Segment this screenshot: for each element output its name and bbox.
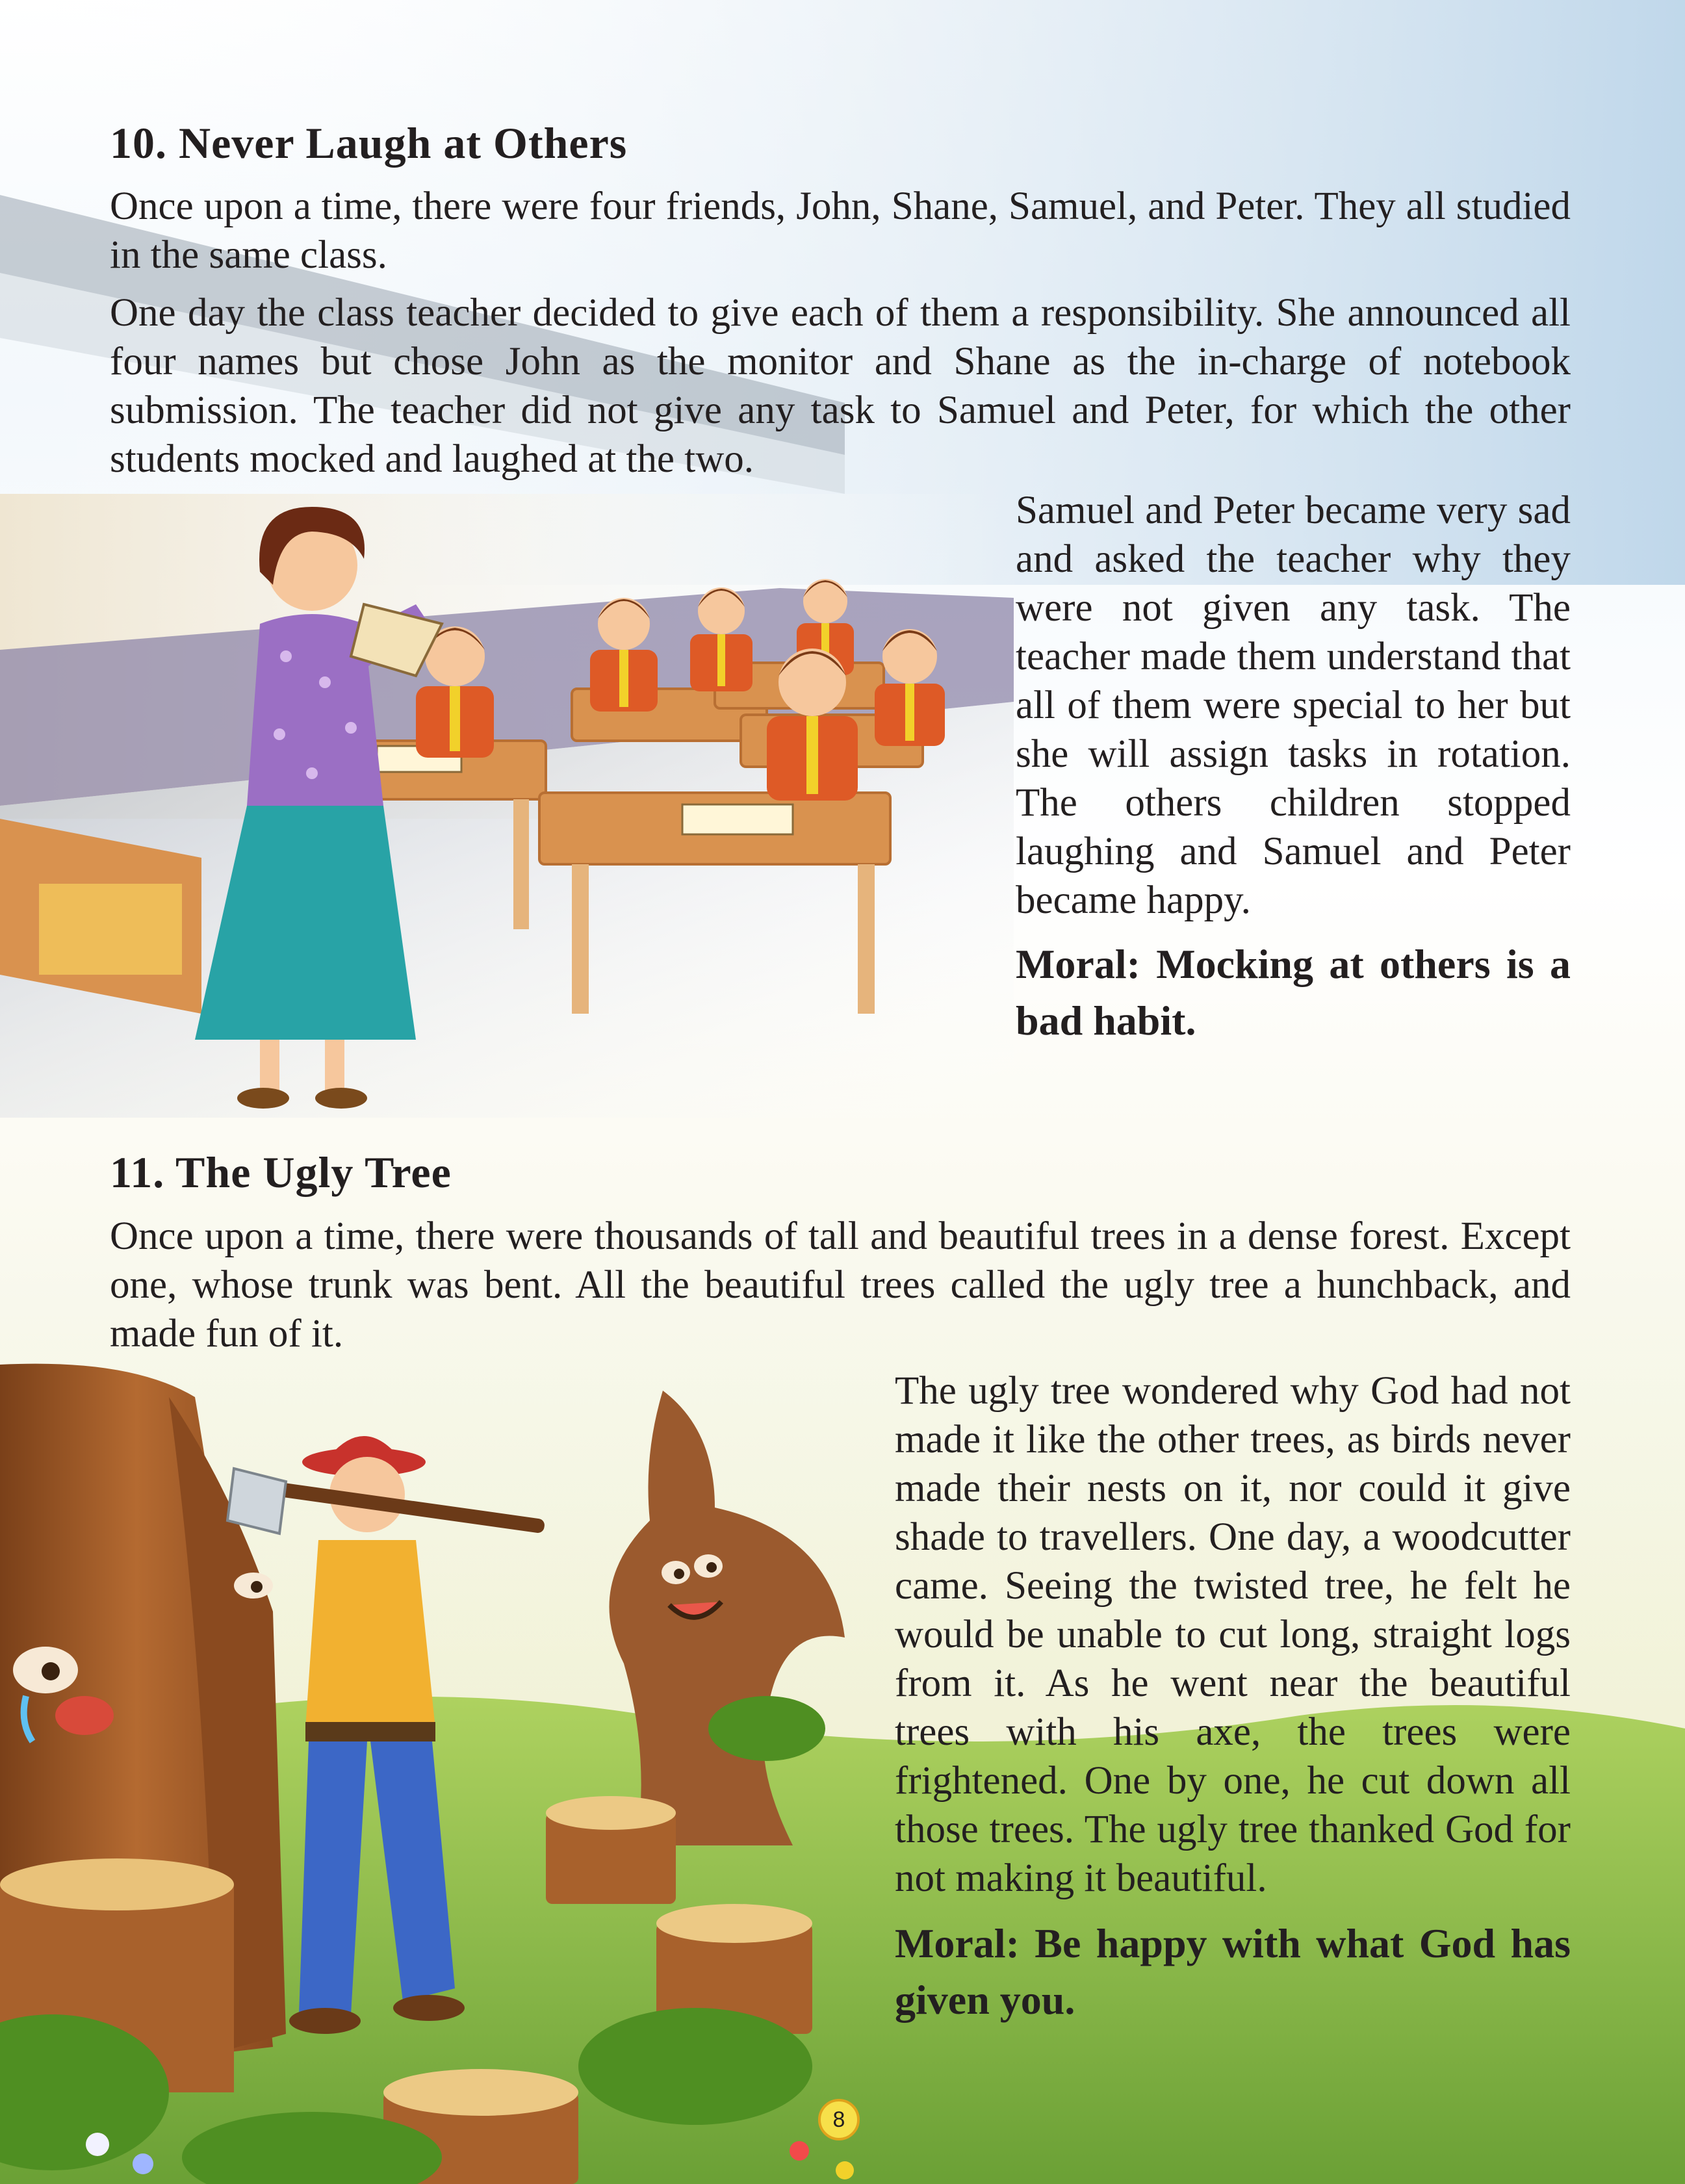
story-title: 10. Never Laugh at Others: [110, 118, 628, 168]
story-paragraph: Samuel and Peter became very sad and asked the teacher why they were not given any task. The teacher made them understand that all of them were special to her but she will assign tasks in rotation. The others children stopped laughing and Samuel and Peter became happy.: [1016, 489, 1571, 922]
story-paragraph: The ugly tree wondered why God had not made it like the other trees, as birds never made their nests on it, nor could it give shade to travellers. One day, a woodcutter came. Seeing the twisted tree, he felt he would be unable to cut long, straight logs from it. As he went near the beautiful trees with his axe, the trees were frightened. One by one, he cut down all those trees. The ugly tree thanked God for not making it beautiful.: [895, 1369, 1571, 1900]
story-moral: Moral: Mocking at others is a bad habit.: [1016, 941, 1571, 1044]
story-paragraph: Once upon a time, there were thousands of tall and beautiful trees in a dense forest. Except one, whose trunk was bent. All the beautiful trees called the ugly tree a hunchback, and made fun of it.: [110, 1214, 1571, 1355]
story-title: 11. The Ugly Tree: [110, 1148, 452, 1197]
story-paragraph: Once upon a time, there were four friends, John, Shane, Samuel, and Peter. They all studied in the same class.: [110, 185, 1571, 277]
story-moral: Moral: Be happy with what God has given you.: [895, 1920, 1571, 2023]
story-paragraph: One day the class teacher decided to give each of them a responsibility. She announced all four names but chose John as the monitor and Shane as the in-charge of notebook submission. The teacher did not give any task to Samuel and Peter, for which the other students mocked and laughed at the two.: [110, 291, 1571, 481]
page-number-badge: 8: [818, 2099, 860, 2140]
